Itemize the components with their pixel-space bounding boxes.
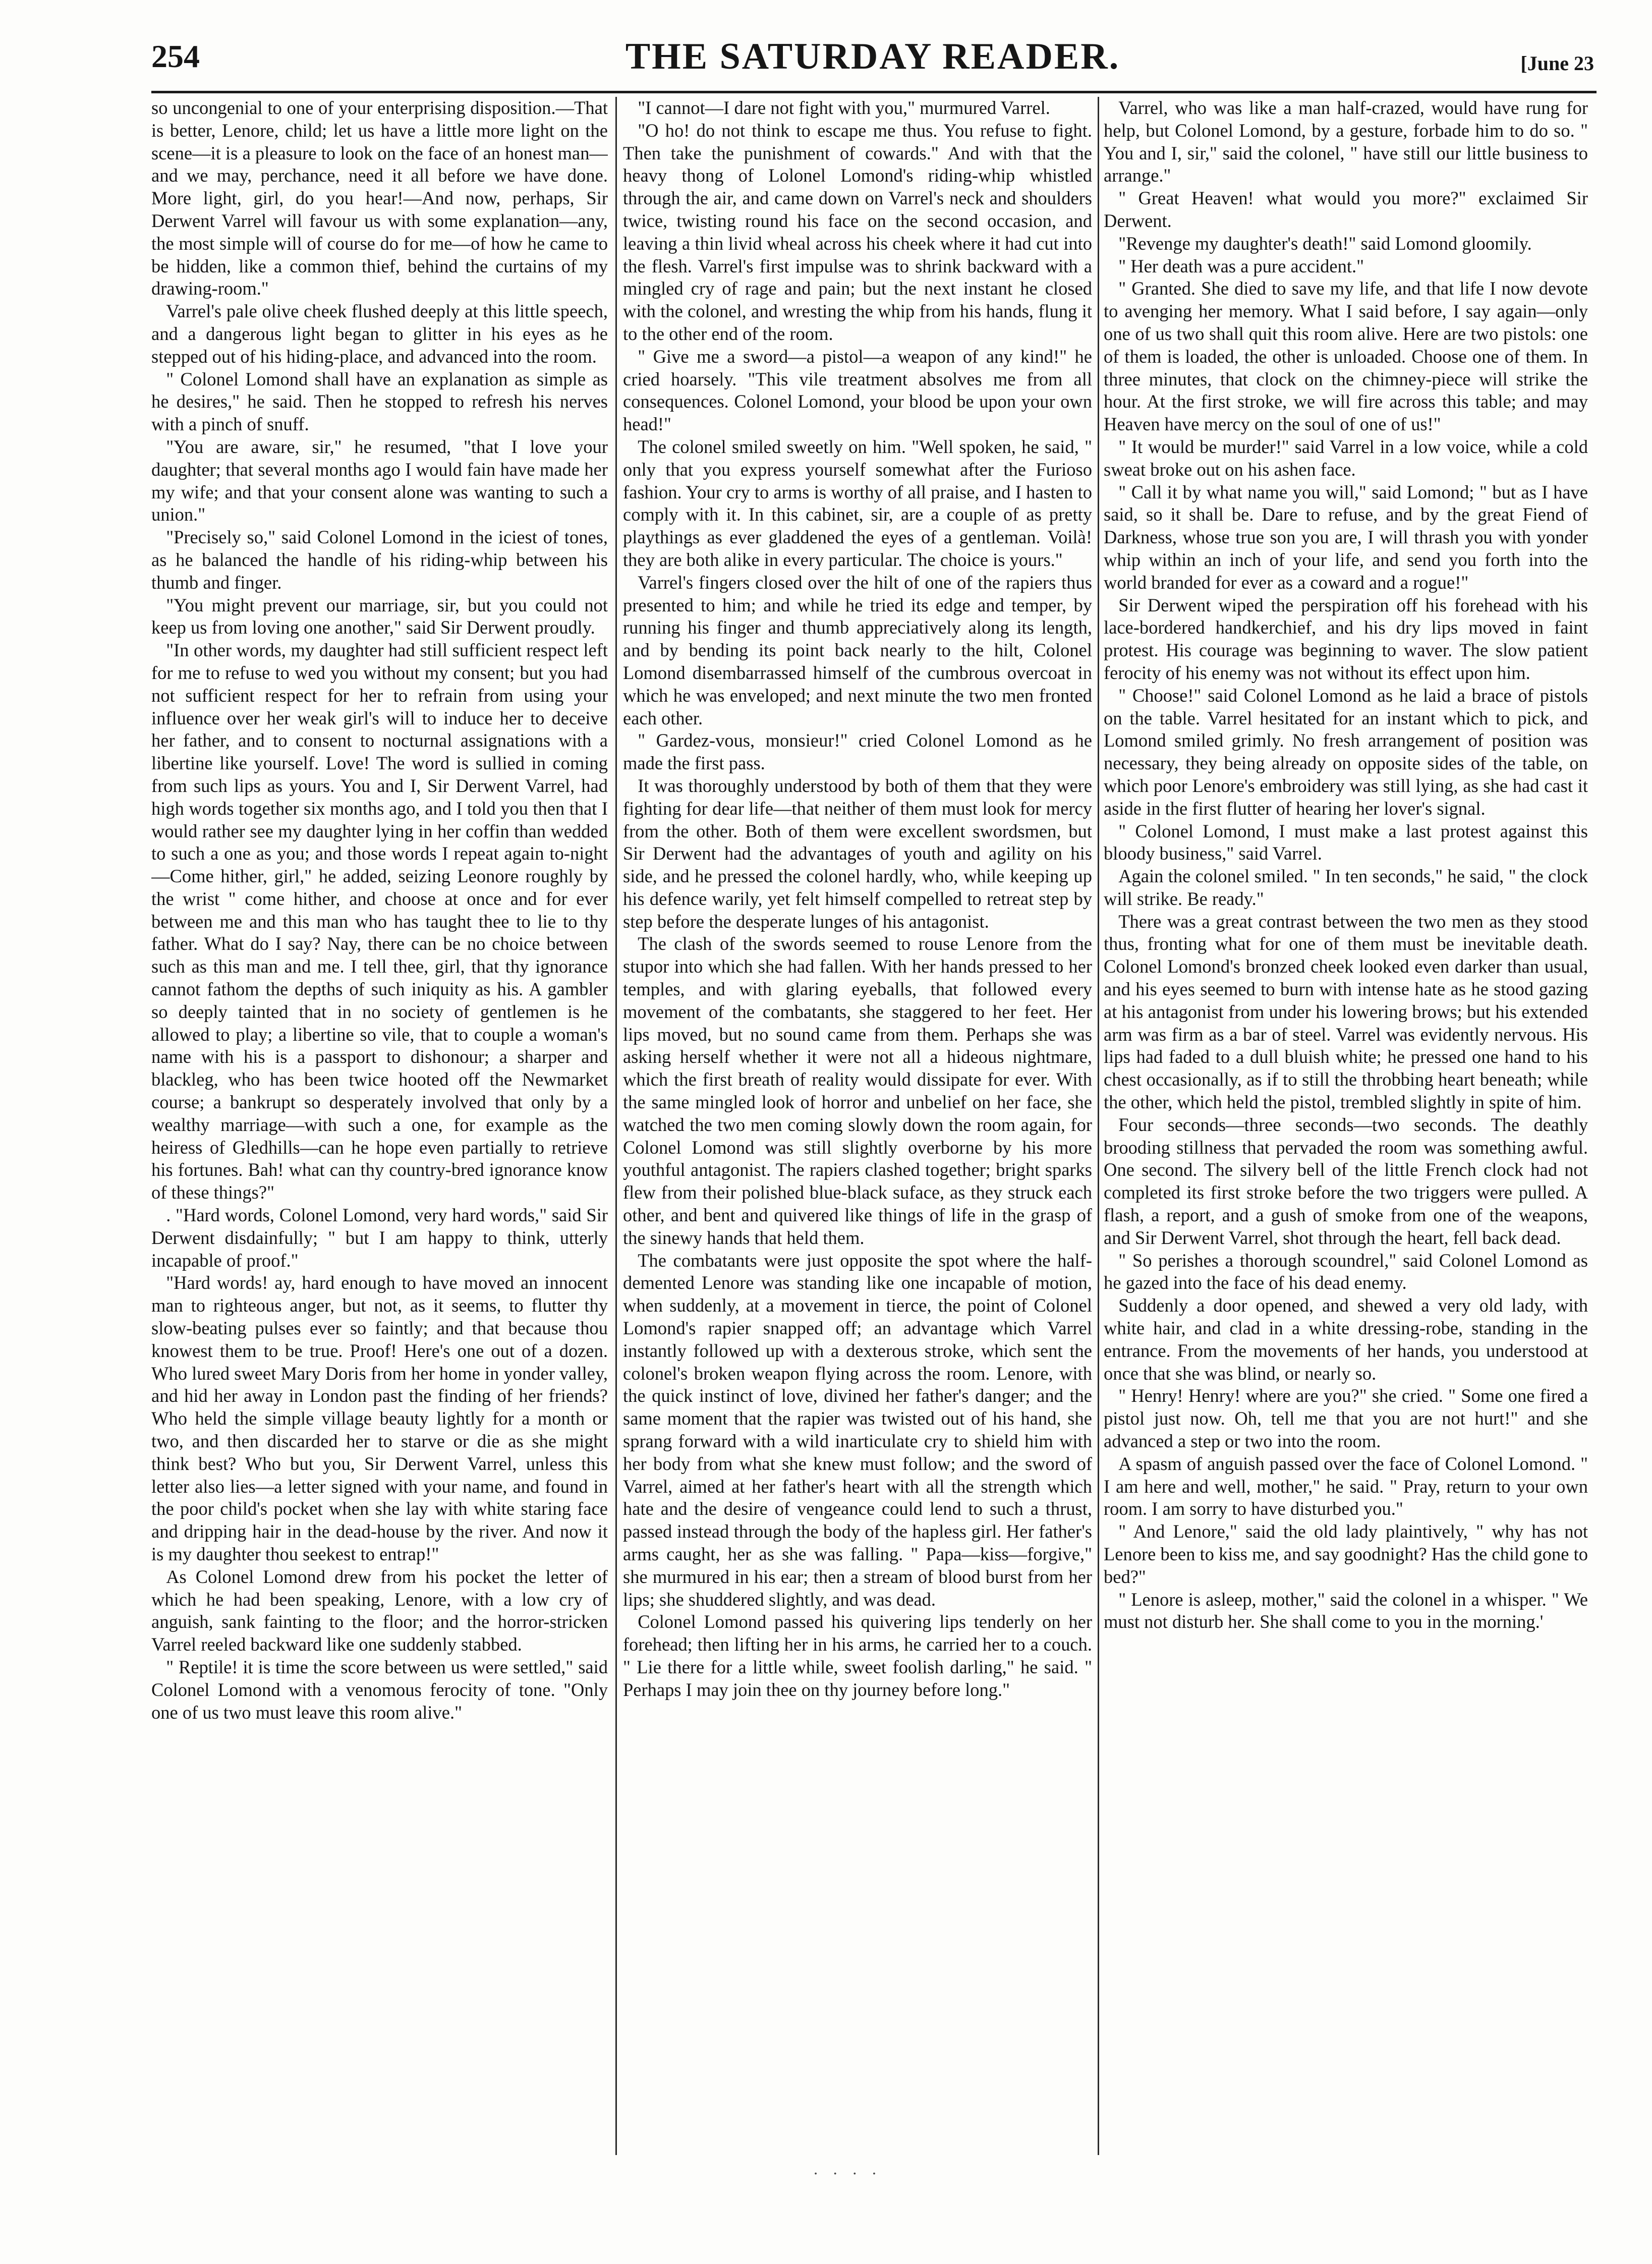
article-paragraph: "Precisely so," said Colonel Lomond in the iciest of tones, as he balanced the handle of his riding-whip between his thumb and finger. [151, 527, 608, 593]
article-paragraph: " It would be murder!" said Varrel in a low voice, while a cold sweat broke out on his ashen face. [1104, 436, 1588, 480]
article-paragraph: " Her death was a pure accident." [1118, 255, 1364, 276]
article-paragraph: "I cannot—I dare not fight with you," murmured Varrel. [638, 97, 1050, 118]
article-paragraph: Varrel, who was like a man half-crazed, would have rung for help, but Colonel Lomond, by a gesture, forbade him to do so. " You and I, sir," said the colonel, " have still our little business to arrange." [1104, 97, 1588, 186]
footer-ornament: · · · · [813, 2164, 882, 2182]
article-paragraph: " Great Heaven! what would you more?" exclaimed Sir Derwent. [1104, 188, 1588, 231]
article-paragraph: Sir Derwent wiped the perspiration off his forehead with his lace-bordered handkerchief, and his dry lips moved in faint protest. His courage was beginning to waver. The slow patient ferocity of his enemy was not without its effect upon him. [1104, 594, 1588, 683]
header-rule [151, 91, 1597, 93]
article-paragraph: Colonel Lomond passed his quivering lips tenderly on her forehead; then lifting her in his arms, he carried her to a couch. " Lie there for a little while, sweet foolish darling," he said. " Perhaps I may join thee on thy journey before long." [623, 1611, 1092, 1700]
article-paragraph: "Revenge my daughter's death!" said Lomond gloomily. [1118, 233, 1532, 254]
issue-date: [June 23 [1520, 52, 1594, 75]
article-paragraph: The colonel smiled sweetly on him. "Well spoken, he said, " only that you express yourself somewhat after the Furioso fashion. Your cry to arms is worthy of all praise, and I hasten to comply with it. In this cabinet, sir, are a couple of as pretty playthings as ever gladdened the eyes of a gentleman. Voilà! they are both alike in every particular. The choice is yours." [623, 436, 1092, 570]
article-paragraph: "O ho! do not think to escape me thus. You refuse to fight. Then take the punishment of cowards." And with that the heavy thong of Lolonel Lomond's riding-whip whistled through the air, and came down on Varrel's neck and shoulders twice, twisting round his face on the second occasion, and leaving a thin livid wheal across his cheek where it had cut into the flesh. Varrel's first impulse was to shrink backward with a mingled cry of rage and pain; but the next instant he closed with the colonel, and wresting the whip from his hands, flung it to the other end of the room. [623, 120, 1092, 344]
article-paragraph: "In other words, my daughter had still sufficient respect left for me to refuse to wed you without my consent; but you had not sufficient respect for her to refrain from using your influence over her weak girl's will to induce her to deceive her father, and to consent to nocturnal assignations with a libertine like yourself. Love! The word is sullied in coming from such lips as yours. You and I, Sir Derwent Varrel, had high words together six months ago, and I told you then that I would rather see my daughter lying in her coffin than wedded to such a one as you; and those words I repeat again to-night—Come hither, girl," he added, seizing Leonore roughly by the wrist " come hither, and choose at once and for ever between me and this man who has taught thee to lie to thy father. What do I say? Nay, there can be no choice between such as this man and me. I tell thee, girl, that thy ignorance cannot fathom the depths of such iniquity as his. A gambler so deeply tainted that in no society of gentlemen is he allowed to play; a libertine so vile, that to couple a woman's name with his is a passport to dishonour; a sharper and blackleg, who has been twice hooted off the Newmarket course; a bankrupt so desperately involved that only by a wealthy marriage—with such a one, for example as the heiress of Gledhills—can he hope even partially to retrieve his fortunes. Bah! what can thy country-bred ignorance know of these things?" [151, 640, 608, 1203]
article-paragraph: " Lenore is asleep, mother," said the colonel in a whisper. " We must not disturb her. She shall come to you in the morning.' [1104, 1589, 1588, 1632]
article-paragraph: " So perishes a thorough scoundrel," said Colonel Lomond as he gazed into the face of his dead enemy. [1104, 1250, 1588, 1293]
page-header [151, 31, 1594, 82]
column-divider [615, 97, 617, 2155]
article-paragraph: " Colonel Lomond, I must make a last protest against this bloody business," said Varrel. [1104, 820, 1588, 864]
article-paragraph: " Gardez-vous, monsieur!" cried Colonel Lomond as he made the first pass. [623, 730, 1092, 774]
publication-title: THE SATURDAY READER. [625, 36, 1120, 77]
article-paragraph: It was thoroughly understood by both of them that they were fighting for dear life—that neither of them must look for mercy from the other. Both of them were excellent swordsmen, but Sir Derwent had the advantages of youth and agility on his side, and he pressed the colonel hardly, who, while keeping up his defence warily, yet felt himself compelled to retreat step by step before the desperate lunges of his antagonist. [623, 775, 1092, 932]
article-paragraph: . "Hard words, Colonel Lomond, very hard words," said Sir Derwent disdainfully; " but I am happy to think, utterly incapable of proof." [151, 1205, 608, 1271]
article-paragraph: Varrel's pale olive cheek flushed deeply at this little speech, and a dangerous light began to glitter in his eyes as he stepped out of his hiding-place, and advanced into the room. [151, 301, 608, 367]
article-paragraph: "You are aware, sir," he resumed, "that I love your daughter; that several months ago I would fain have made her my wife; and that your consent alone was wanting to such a union." [151, 436, 608, 525]
article-paragraph: Varrel's fingers closed over the hilt of one of the rapiers thus presented to him; and while he tried its edge and temper, by running his finger and thumb appreciatively along its length, and by bending its point back nearly to the hilt, Colonel Lomond disembarrassed himself of the cumbrous overcoat in which he was enveloped; and next minute the two men fronted each other. [623, 572, 1092, 728]
text-column-3 [1104, 97, 1588, 2145]
text-column-2 [623, 97, 1092, 2145]
article-paragraph: " Reptile! it is time the score between us were settled," said Colonel Lomond with a venomous ferocity of tone. "Only one of us two must leave this room alive." [151, 1656, 608, 1723]
article-paragraph: Again the colonel smiled. " In ten seconds," he said, " the clock will strike. Be ready." [1104, 866, 1588, 909]
article-paragraph: Suddenly a door opened, and shewed a very old lady, with white hair, and clad in a white dressing-robe, standing in the entrance. From the movements of her hands, you understood at once that she was blind, or nearly so. [1104, 1295, 1588, 1384]
page-number: 254 [151, 38, 200, 74]
article-paragraph: " Give me a sword—a pistol—a weapon of any kind!" he cried hoarsely. "This vile treatment absolves me from all consequences. Colonel Lomond, your blood be upon your own head!" [623, 346, 1092, 435]
article-paragraph: A spasm of anguish passed over the face of Colonel Lomond. " I am here and well, mother," he said. " Pray, return to your own room. I am sorry to have disturbed you." [1104, 1453, 1588, 1519]
article-paragraph: "You might prevent our marriage, sir, but you could not keep us from loving one another," said Sir Derwent proudly. [151, 594, 608, 638]
article-paragraph: The clash of the swords seemed to rouse Lenore from the stupor into which she had fallen. With her hands pressed to her temples, and with glaring eyeballs, that followed every movement of the combatants, she staggered to her feet. Her lips moved, but no sound came from them. Perhaps she was asking herself whether it were not all a hideous nightmare, which the first breath of reality would dissipate for ever. With the same mingled look of horror and unbelief on her face, she watched the two men coming slowly down the room again, for Colonel Lomond was still slightly overborne by his more youthful antagonist. The rapiers clashed together; bright sparks flew from their polished blue-black suface, as they struck each other, and bent and quivered like things of life in the grasp of the sinewy hands that held them. [623, 933, 1092, 1248]
article-paragraph: " Colonel Lomond shall have an explanation as simple as he desires," he said. Then he stopped to refresh his nerves with a pinch of snuff. [151, 368, 608, 435]
article-paragraph: The combatants were just opposite the spot where the half-demented Lenore was standing like one incapable of motion, when suddenly, at a movement in tierce, the point of Colonel Lomond's rapier snapped off; an advantage which Varrel instantly followed up with a dexterous stroke, which sent the colonel's broken weapon flying across the room. Lenore, with the quick instinct of love, divined her father's danger; and the same moment that the rapier was twisted out of his hand, she sprang forward with a wild inarticulate cry to shield him with her body from what she knew must follow; and the sword of Varrel, aimed at her father's heart with all the strength which hate and the desire of vengeance could lend to such a thrust, passed instead through the body of the hapless girl. Her father's arms caught, her as she was falling. " Papa—kiss—forgive," she murmured in his ear; then a stream of blood burst from her lips; she shuddered slightly, and was dead. [623, 1250, 1092, 1610]
text-column-1 [151, 97, 608, 2145]
article-paragraph: so uncongenial to one of your enterprising disposition.—That is better, Lenore, child; let us have a little more light on the scene—it is a pleasure to look on the face of an honest man—and we may, perchance, need it all before we have done. More light, girl, do you hear!—And now, perhaps, Sir Derwent Varrel will favour us with some explanation—any, the most simple will of course do for me—of how he came to be hidden, like a common thief, behind the curtains of my drawing-room." [151, 97, 608, 299]
article-paragraph: Four seconds—three seconds—two seconds. The deathly brooding stillness that pervaded the room was something awful. One second. The silvery bell of the little French clock had not completed its first stroke before the two triggers were pulled. A flash, a report, and a gush of smoke from one of the weapons, and Sir Derwent Varrel, shot through the heart, fell back dead. [1104, 1114, 1588, 1248]
article-paragraph: As Colonel Lomond drew from his pocket the letter of which he had been speaking, Lenore, with a low cry of anguish, sank fainting to the floor; and the horror-stricken Varrel reeled backward like one suddenly stabbed. [151, 1566, 608, 1655]
article-paragraph: " And Lenore," said the old lady plaintively, " why has not Lenore been to kiss me, and say goodnight? Has the child gone to bed?" [1104, 1521, 1588, 1587]
article-paragraph: " Granted. She died to save my life, and that life I now devote to avenging her memory. What I said before, I say again—only one of us two shall quit this room alive. Here are two pistols: one of them is loaded, the other is unloaded. Choose one of them. In three minutes, that clock on the chimney-piece will strike the hour. At the first stroke, we will fire across this table; and may Heaven have mercy on the soul of one of us!" [1104, 278, 1588, 435]
article-paragraph: There was a great contrast between the two men as they stood thus, fronting what for one of them must be inevitable death. Colonel Lomond's bronzed cheek looked even darker than usual, and his eyes seemed to burn with intense hate as he stood gazing at his antagonist from under his lowering brows; but his extended arm was firm as a bar of steel. Varrel was evidently nervous. His lips had faded to a dull bluish white; he pressed one hand to his chest occasionally, as if to still the throbbing heart beneath; while the other, which held the pistol, trembled slightly in spite of him. [1104, 911, 1588, 1113]
article-paragraph: " Choose!" said Colonel Lomond as he laid a brace of pistols on the table. Varrel hesitated for an instant which to pick, and Lomond smiled grimly. No fresh arrangement of position was necessary, they being already on opposite sides of the table, on which poor Lenore's embroidery was still lying, as she had cast it aside in the first flutter of hearing her lover's signal. [1104, 685, 1588, 819]
article-paragraph: "Hard words! ay, hard enough to have moved an innocent man to righteous anger, but not, as it seems, to flutter thy slow-beating pulses ever so faintly; and that because thou knowest them to be true. Proof! Here's one out of a dozen. Who lured sweet Mary Doris from her home in yonder valley, and hid her away in London past the finding of her friends? Who held the simple village beauty lightly for a month or two, and then discarded her to starve or die as she might think best? Who but you, Sir Derwent Varrel, unless this letter also lies—a letter signed with your name, and found in the poor child's pocket when she lay with white staring face and dripping hair in the dead-house by the river. And now it is my daughter thou seekest to entrap!" [151, 1272, 608, 1564]
article-paragraph: " Henry! Henry! where are you?" she cried. " Some one fired a pistol just now. Oh, tell me that you are not hurt!" and she advanced a step or two into the room. [1104, 1385, 1588, 1452]
article-paragraph: " Call it by what name you will," said Lomond; " but as I have said, so it shall be. Dare to refuse, and by the great Fiend of Darkness, whose true son you are, I will thrash you with yonder whip within an inch of your life, and send you forth into the world branded for ever as a coward and a rogue!" [1104, 481, 1588, 593]
column-divider [1098, 97, 1099, 2155]
